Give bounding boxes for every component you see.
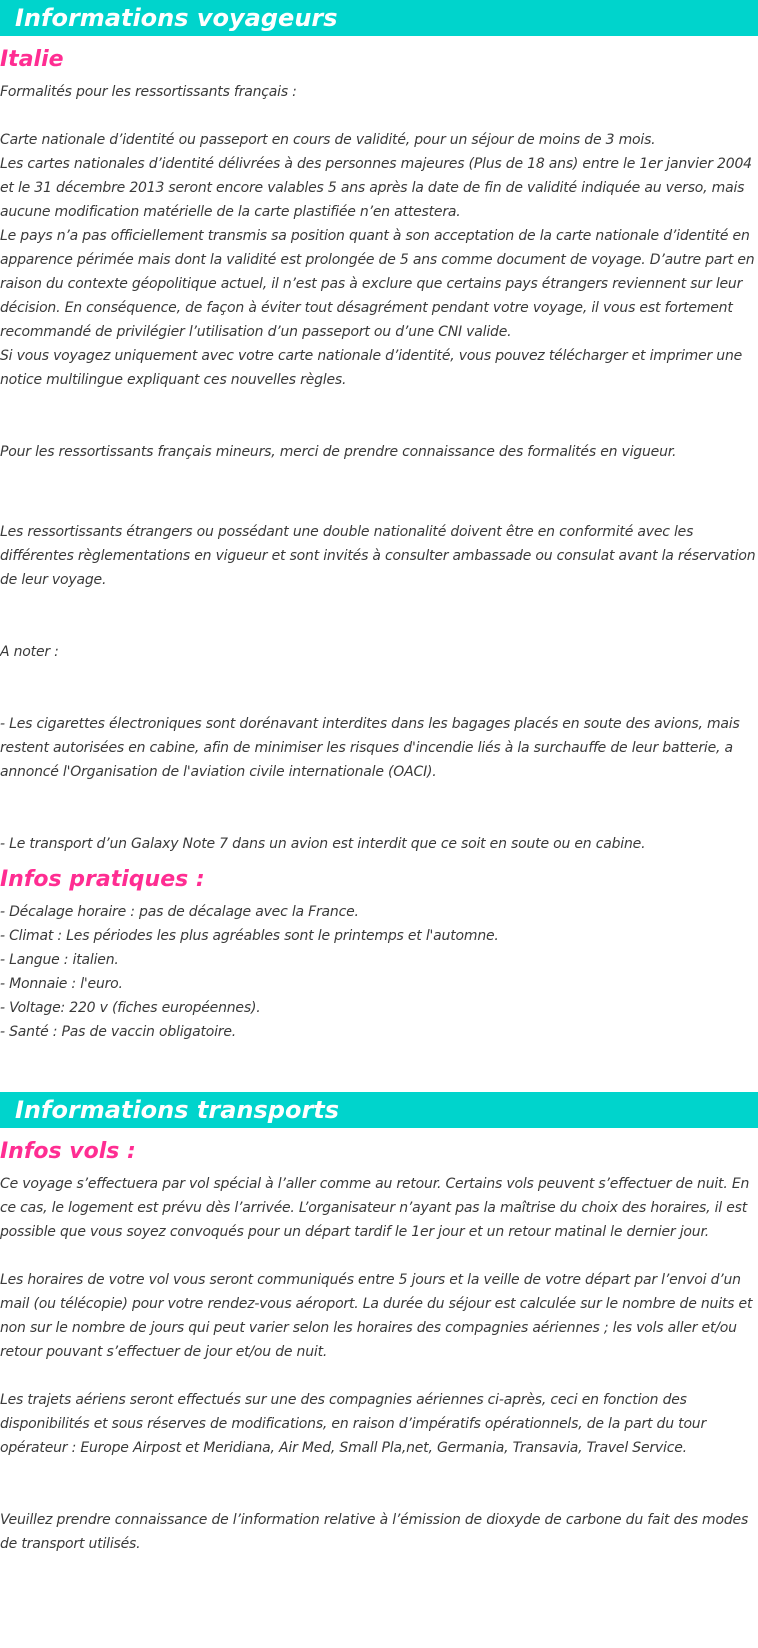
cigarettes-note: - Les cigarettes électroniques sont dorénavant interdites dans les bagages placés en soute des avions, mais restent autorisées en cabine, afin de minimiser les risques d'incendie liés à la surchauffe de leur batterie, a annoncé l'Organisation de l'aviation civile internationale (OACI). xyxy=(0,716,740,780)
list-item: - Climat : Les périodes les plus agréables sont le printemps et l'automne. xyxy=(0,928,499,944)
mineurs-paragraph: Pour les ressortissants français mineurs, merci de prendre connaissance des formalités en vigueur. xyxy=(0,444,677,460)
section-informations-transports xyxy=(0,1092,758,1556)
section-header-voyageurs: Informations voyageurs xyxy=(0,0,758,36)
list-item: - Santé : Pas de vaccin obligatoire. xyxy=(0,1024,237,1040)
formalites-paragraph-4: Si vous voyagez uniquement avec votre carte nationale d’identité, vous pouvez télécharger et imprimer une notice multilingue expliquant ces nouvelles règles. xyxy=(0,348,743,388)
formalites-intro: Formalités pour les ressortissants français : xyxy=(0,84,297,100)
vols-paragraph-4: Veuillez prendre connaissance de l’information relative à l’émission de dioxyde de carbone du fait des modes de transport utilisés. xyxy=(0,1512,749,1552)
etrangers-paragraph: Les ressortissants étrangers ou possédant une double nationalité doivent être en conformité avec les différentes règlementations en vigueur et sont invités à consulter ambassade ou consulat avant la réservation de leur voyage. xyxy=(0,524,756,588)
a-noter-label: A noter : xyxy=(0,644,59,660)
list-item: - Voltage: 220 v (fiches européennes). xyxy=(0,1000,261,1016)
infos-pratiques-heading: Infos pratiques : xyxy=(0,867,205,892)
formalites-paragraph-2: Les cartes nationales d’identité délivrées à des personnes majeures (Plus de 18 ans) entre le 1er janvier 2004 et le 31 décembre 2013 seront encore valables 5 ans après la date de fin de validité indiquée au verso, mais aucune modification matérielle de la carte plastifiée n’en attestera. xyxy=(0,156,752,220)
formalites-paragraph-3: Le pays n’a pas officiellement transmis sa position quant à son acceptation de la carte nationale d’identité en apparence périmée mais dont la validité est prolongée de 5 ans comme document de voyage. D’autre part en raison du contexte géopolitique actuel, il n’est pas à exclure que certains pays étrangers reviennent sur leur décision. En conséquence, de façon à éviter tout désagrément pendant votre voyage, il vous est fortement recommandé de privilégier l’utilisation d’un passeport ou d’une CNI valide. xyxy=(0,228,755,340)
infos-vols-heading: Infos vols : xyxy=(0,1139,136,1164)
list-item: - Monnaie : l'euro. xyxy=(0,976,123,992)
vols-paragraph-1: Ce voyage s’effectuera par vol spécial à l’aller comme au retour. Certains vols peuvent s’effectuer de nuit. En ce cas, le logement est prévu dès l’arrivée. L’organisateur n’ayant pas la maîtrise du choix des horaires, il est possible que vous soyez convoqués pour un départ tardif le 1er jour et un retour matinal le dernier jour. xyxy=(0,1176,750,1240)
list-item: - Décalage horaire : pas de décalage avec la France. xyxy=(0,904,359,920)
vols-paragraph-3: Les trajets aériens seront effectués sur une des compagnies aériennes ci-après, ceci en fonction des disponibilités et sous réserves de modifications, en raison d’impératifs opérationnels, de la part du tour opérateur : Europe Airpost et Meridiana, Air Med, Small Pla,net, Germania, Transavia, Travel Service. xyxy=(0,1392,707,1456)
section-header-transports: Informations transports xyxy=(0,1092,758,1128)
galaxy-note: - Le transport d’un Galaxy Note 7 dans un avion est interdit que ce soit en soute ou en cabine. xyxy=(0,836,646,852)
infos-pratiques-list xyxy=(0,900,758,1044)
vols-paragraph-2: Les horaires de votre vol vous seront communiqués entre 5 jours et la veille de votre départ par l’envoi d’un mail (ou télécopie) pour votre rendez-vous aéroport. La durée du séjour est calculée sur le nombre de nuits et non sur le nombre de jours qui peut varier selon les horaires des compagnies aériennes ; les vols aller et/ou retour pouvant s’effectuer de jour et/ou de nuit. xyxy=(0,1272,753,1360)
list-item: - Langue : italien. xyxy=(0,952,119,968)
country-heading: Italie xyxy=(0,47,64,72)
formalites-paragraph-1: Carte nationale d’identité ou passeport en cours de validité, pour un séjour de moins de 3 mois. xyxy=(0,132,656,148)
